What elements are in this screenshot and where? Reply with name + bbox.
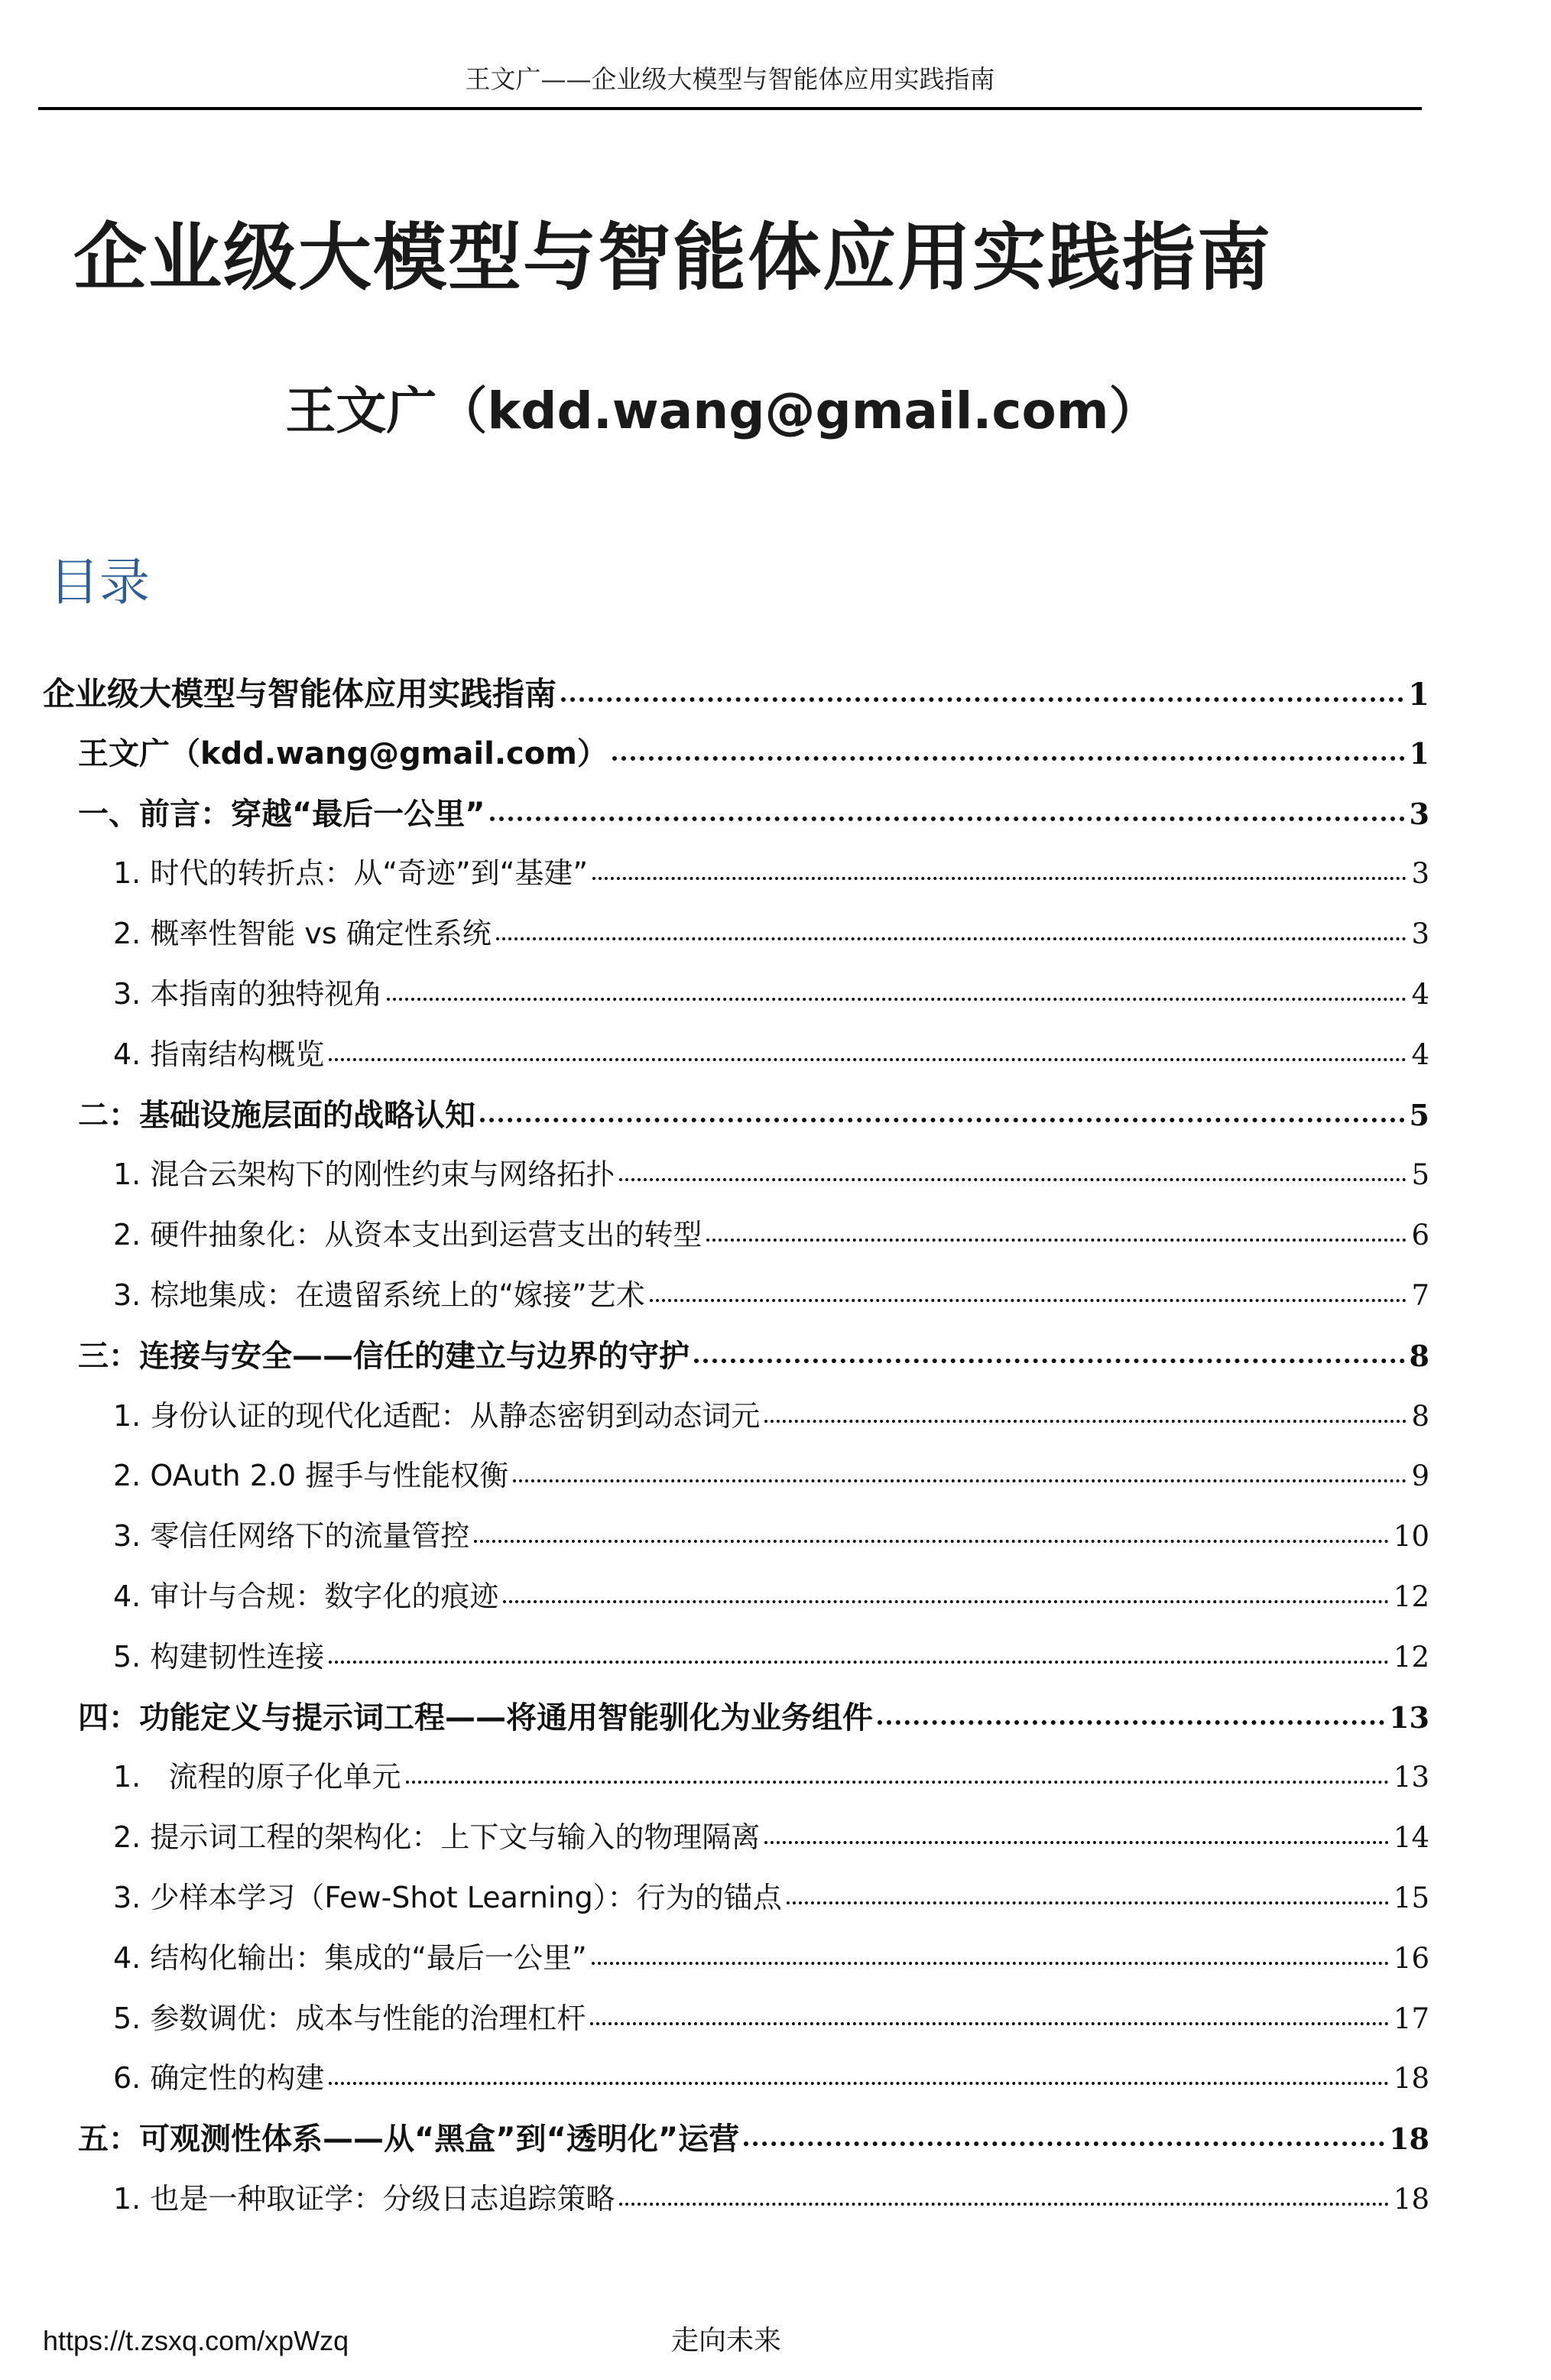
toc-entry-label[interactable]: 1. 身份认证的现代化适配：从静态密钥到动态词元 (113, 1398, 761, 1433)
toc-entry-label[interactable]: 6. 确定性的构建 (113, 2061, 325, 2096)
toc-entry-page-number[interactable]: 18 (1393, 2182, 1429, 2216)
toc-entry-page-number[interactable]: 13 (1389, 1700, 1429, 1735)
toc-entry[interactable] (0, 1934, 1429, 1995)
dot-leader (619, 2203, 1389, 2206)
dot-leader (764, 1841, 1389, 1844)
toc-entry-page-number[interactable]: 12 (1393, 1580, 1429, 1613)
toc-entry-label[interactable]: 2. 硬件抽象化：从资本支出到运营支出的转型 (113, 1218, 702, 1252)
toc-entry[interactable] (0, 1091, 1429, 1151)
toc-entry[interactable] (0, 1211, 1429, 1271)
dot-leader (490, 817, 1405, 821)
toc-entry-page-number[interactable]: 1 (1408, 677, 1429, 713)
toc-entry-page-number[interactable]: 3 (1411, 917, 1429, 951)
dot-leader (406, 1781, 1389, 1784)
toc-entry-page-number[interactable]: 16 (1393, 1941, 1429, 1975)
toc-entry-page-number[interactable]: 3 (1411, 857, 1429, 891)
toc-entry-label[interactable]: 3. 棕地集成：在遗留系统上的“嫁接”艺术 (113, 1278, 645, 1312)
dot-leader (329, 1661, 1389, 1664)
toc-entry-label[interactable]: 二：基础设施层面的战略认知 (78, 1097, 475, 1133)
toc-entry-label[interactable]: 5. 参数调优：成本与性能的治理杠杆 (113, 2001, 586, 2035)
toc-entry-label[interactable]: 5. 构建韧性连接 (113, 1639, 325, 1674)
dot-leader (590, 2022, 1389, 2025)
footer-center-text: 走向未来 (671, 2325, 782, 2356)
dot-leader (480, 1118, 1405, 1122)
toc-entry[interactable] (0, 2054, 1429, 2115)
toc-entry[interactable] (0, 1452, 1429, 1512)
toc-entry[interactable] (0, 1031, 1429, 1091)
dot-leader (764, 1420, 1407, 1423)
toc-entry-label[interactable]: 3. 本指南的独特视角 (113, 976, 383, 1011)
dot-leader (787, 1901, 1389, 1904)
dot-leader (503, 1600, 1389, 1603)
toc-entry[interactable] (0, 1332, 1429, 1392)
header-divider (38, 107, 1422, 110)
toc-entry-page-number[interactable]: 3 (1409, 796, 1429, 831)
footer-link[interactable]: https://t.zsxq.com/xpWzq (43, 2325, 349, 2356)
toc-entry-label[interactable]: 2. OAuth 2.0 握手与性能权衡 (113, 1459, 509, 1493)
toc-entry-label[interactable]: 4. 指南结构概览 (113, 1037, 325, 1071)
toc-entry-page-number[interactable]: 17 (1393, 2002, 1429, 2035)
dot-leader (612, 756, 1405, 761)
toc-entry[interactable] (0, 849, 1429, 910)
toc-entry-page-number[interactable]: 13 (1393, 1761, 1429, 1794)
toc-entry-label[interactable]: 4. 结构化输出：集成的“最后一公里” (113, 1940, 587, 1975)
toc-entry-label[interactable]: 4. 审计与合规：数字化的痕迹 (113, 1579, 499, 1613)
running-header: 王文广——企业级大模型与智能体应用实践指南 (465, 64, 995, 94)
toc-entry-label[interactable]: 1. 流程的原子化单元 (113, 1760, 401, 1794)
toc-entry-page-number[interactable]: 8 (1409, 1338, 1429, 1373)
dot-leader (329, 2082, 1389, 2085)
toc-entry-page-number[interactable]: 14 (1393, 1821, 1429, 1855)
dot-leader (592, 1962, 1389, 1965)
toc-entry-page-number[interactable]: 9 (1411, 1459, 1429, 1493)
toc-entry-label[interactable]: 1. 也是一种取证学：分级日志追踪策略 (113, 2181, 615, 2216)
dot-leader (650, 1299, 1407, 1302)
toc-entry[interactable] (0, 1633, 1429, 1693)
toc-entry-label[interactable]: 2. 提示词工程的架构化：上下文与输入的物理隔离 (113, 1820, 761, 1855)
toc-entry[interactable] (0, 1813, 1429, 1874)
toc-entry[interactable] (0, 669, 1429, 729)
toc-entry-page-number[interactable]: 1 (1409, 735, 1429, 771)
toc-entry-label[interactable]: 3. 少样本学习（Few-Shot Learning）：行为的锚点 (113, 1880, 782, 1914)
toc-entry-page-number[interactable]: 10 (1393, 1520, 1429, 1554)
toc-entry-label[interactable]: 三：连接与安全——信任的建立与边界的守护 (78, 1338, 690, 1374)
dot-leader (592, 877, 1407, 880)
toc-heading: 目录 (49, 553, 150, 612)
toc-entry-page-number[interactable]: 7 (1411, 1278, 1429, 1312)
dot-leader (329, 1058, 1407, 1061)
toc-entry[interactable] (0, 1995, 1429, 2055)
toc-entry-label[interactable]: 企业级大模型与智能体应用实践指南 (43, 675, 557, 713)
toc-entry[interactable] (0, 910, 1429, 970)
toc-entry-page-number[interactable]: 4 (1411, 1037, 1429, 1071)
dot-leader (619, 1178, 1407, 1181)
toc-entry[interactable] (0, 1753, 1429, 1813)
toc-entry-page-number[interactable]: 15 (1393, 1881, 1429, 1914)
dot-leader (878, 1720, 1384, 1725)
toc-entry[interactable] (0, 790, 1429, 850)
toc-entry-page-number[interactable]: 6 (1411, 1219, 1429, 1252)
toc-entry[interactable] (0, 1512, 1429, 1573)
toc-entry-page-number[interactable]: 5 (1409, 1097, 1429, 1132)
dot-leader (706, 1239, 1407, 1242)
dot-leader (744, 2141, 1384, 2146)
toc-entry[interactable] (0, 1151, 1429, 1211)
table-of-contents (0, 669, 1429, 2236)
toc-entry-page-number[interactable]: 18 (1389, 2122, 1429, 2157)
toc-entry-label[interactable]: 王文广（kdd.wang@gmail.com） (78, 735, 608, 771)
toc-entry-label[interactable]: 五：可观测性体系——从“黑盒”到“透明化”运营 (78, 2122, 740, 2158)
toc-entry[interactable] (0, 1573, 1429, 1633)
author-line: 王文广（kdd.wang@gmail.com） (285, 382, 1160, 440)
toc-entry-page-number[interactable]: 4 (1411, 977, 1429, 1011)
toc-entry-label[interactable]: 1. 时代的转折点：从“奇迹”到“基建” (113, 856, 589, 891)
toc-entry[interactable] (0, 2115, 1429, 2175)
toc-entry-page-number[interactable]: 5 (1411, 1158, 1429, 1192)
dot-leader (387, 998, 1407, 1001)
toc-entry-label[interactable]: 一、前言：穿越“最后一公里” (78, 796, 485, 832)
toc-entry[interactable] (0, 729, 1429, 790)
toc-entry-page-number[interactable]: 18 (1393, 2062, 1429, 2096)
toc-entry[interactable] (0, 1392, 1429, 1453)
dot-leader (561, 697, 1403, 702)
toc-entry-page-number[interactable]: 12 (1393, 1640, 1429, 1674)
dot-leader (694, 1359, 1405, 1363)
toc-entry[interactable] (0, 1874, 1429, 1934)
toc-entry-label[interactable]: 1. 混合云架构下的刚性约束与网络拓扑 (113, 1158, 615, 1192)
document-title: 企业级大模型与智能体应用实践指南 (73, 215, 1272, 300)
toc-entry-label[interactable]: 四：功能定义与提示词工程——将通用智能驯化为业务组件 (78, 1700, 873, 1735)
dot-leader (474, 1540, 1389, 1543)
toc-entry-page-number[interactable]: 8 (1411, 1399, 1429, 1433)
toc-entry[interactable] (0, 2175, 1429, 2236)
toc-entry[interactable] (0, 970, 1429, 1031)
toc-entry-label[interactable]: 3. 零信任网络下的流量管控 (113, 1519, 470, 1554)
dot-leader (513, 1479, 1407, 1482)
toc-entry[interactable] (0, 1271, 1429, 1332)
dot-leader (496, 937, 1407, 940)
toc-entry[interactable] (0, 1693, 1429, 1754)
toc-entry-label[interactable]: 2. 概率性智能 vs 确定性系统 (113, 917, 492, 951)
